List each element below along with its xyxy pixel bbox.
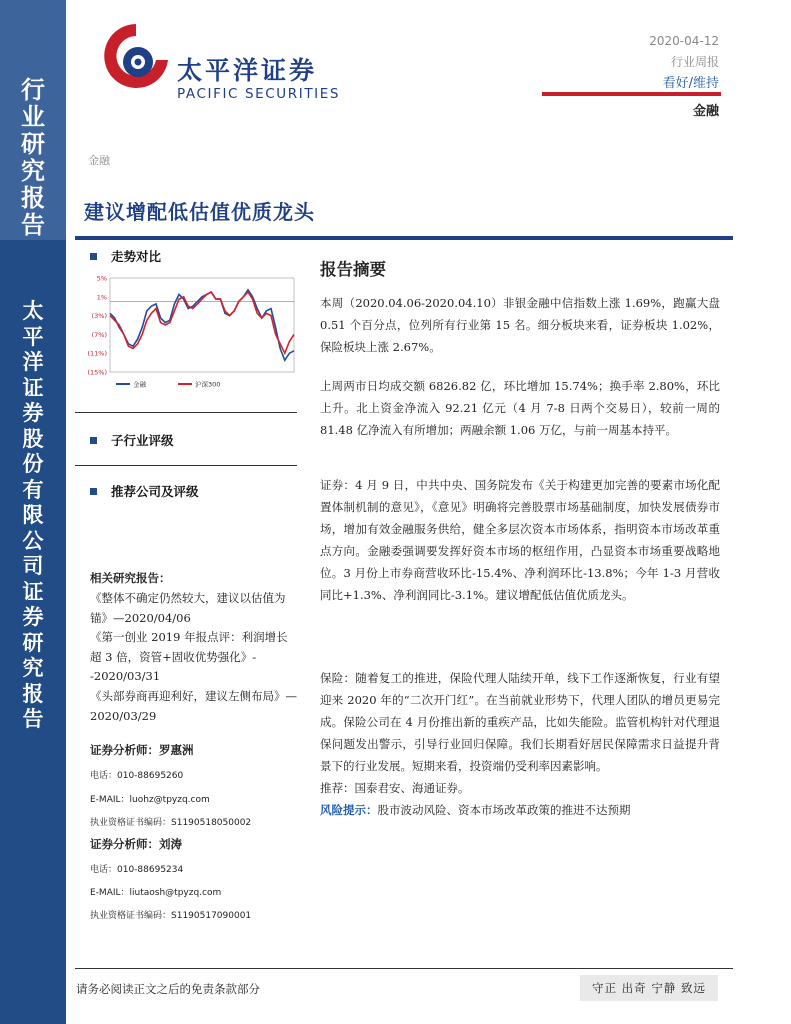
analyst-heading: 证券分析师：刘涛 — [90, 837, 182, 851]
report-date: 2020-04-12 — [649, 34, 719, 48]
sidebar-glyph: 司 — [22, 553, 44, 578]
related-report-link[interactable]: 《整体不确定仍然较大，建议以估值为锚》—2020/04/06 — [90, 591, 286, 625]
sidebar-glyph: 研 — [21, 129, 45, 158]
sidebar-glyph: 股 — [22, 425, 44, 451]
related-reports — [90, 589, 298, 726]
chart-plot-frame — [110, 278, 294, 372]
sidebar-glyph: 研 — [22, 629, 44, 655]
sidebar — [0, 0, 66, 1024]
abstract-paragraph: 本周（2020.04.06-2020.04.10）非银金融中信指数上涨 1.69%，跑赢大盘 0.51 个百分点，位列所有行业第 15 名。细分板块来看，证券板块 1.02%，保险板块上涨 2.67%。 — [320, 296, 720, 354]
trend-chart — [82, 272, 298, 390]
sidebar-glyph: 券 — [22, 400, 44, 425]
sidebar-glyph: 份 — [22, 451, 44, 476]
sector-label: 金融 — [88, 154, 110, 167]
trend-heading: 走势对比 — [90, 247, 161, 265]
header-red-bar — [542, 92, 721, 96]
analyst-phone: 电话：010-88695234 — [90, 865, 184, 875]
header-sector: 金融 — [692, 104, 719, 119]
related-heading: 相关研究报告： — [90, 571, 171, 585]
risk-label: 风险提示： — [320, 803, 378, 817]
analyst-email[interactable]: E-MAIL：liutaosh@tpyzq.com — [90, 888, 222, 898]
related-report-link[interactable]: 《第一创业 2019 年报点评：利润增长超 3 倍，资管+固收优势强化》--2020/03/31 — [90, 630, 288, 684]
square-bullet-icon — [90, 253, 97, 260]
sidebar-glyph: 行 — [21, 75, 45, 104]
abstract-paragraph: 推荐：国泰君安、海通证券。 — [320, 781, 470, 795]
title-divider — [75, 236, 733, 240]
brand-name-en: PACIFIC SECURITIES — [177, 86, 341, 102]
abstract-paragraph: 保险：随着复工的推进，保险代理人陆续开单，线下工作逐渐恢复，行业有望迎来 2020 年的“二次开门红”。在当前就业形势下，代理人团队的增员更易完成。保险公司在 4 月份推出新的重疾产品，比如失能险。监管机构针对代理退保问题发出警示，引导行业回归保障。我们长期看好居民保障需求日益提升背景下的行业发展。短期来看，投资端仍受利率因素影响。 — [320, 671, 720, 773]
abstract-paragraph: 上周两市日均成交额 6826.82 亿，环比增加 15.74%；换手率 2.80%，环比上升。北上资金净流入 92.21 亿元（4 月 7-8 日两个交易日），较前一周的 81.48 亿净流入有所增加；两融余额 1.06 万亿，与前一周基本持平。 — [320, 379, 720, 437]
sidebar-glyph: 告 — [22, 706, 44, 731]
sidebar-glyph: 证 — [22, 578, 44, 604]
sidebar-company-label — [0, 298, 66, 732]
sidebar-glyph: 报 — [22, 680, 44, 706]
report-type: 行业周报 — [670, 55, 719, 69]
disclaimer-note: 请务必阅读正文之后的免责条款部分 — [76, 982, 260, 996]
sidebar-report-category — [0, 76, 66, 238]
section-divider — [75, 412, 297, 413]
sidebar-glyph: 告 — [21, 210, 45, 239]
sidebar-glyph: 究 — [21, 156, 45, 185]
related-report-link[interactable]: 《头部券商再迎利好，建议左侧布局》—2020/03/29 — [90, 688, 297, 723]
sidebar-glyph: 证 — [22, 374, 44, 400]
chart-y-tick-label: (3%) — [91, 312, 107, 321]
chart-series-line — [110, 290, 294, 361]
sidebar-glyph: 平 — [22, 323, 44, 349]
chart-y-tick-label: 1% — [96, 293, 107, 302]
analyst-cert: 执业资格证书编码：S1190518050002 — [90, 818, 252, 828]
sidebar-glyph: 究 — [22, 655, 44, 680]
square-bullet-icon — [90, 437, 97, 444]
risk-text: 股市波动风险、资本市场改革政策的推进不达预期 — [377, 803, 631, 817]
page-title: 建议增配低估值优质龙头 — [84, 200, 315, 224]
chart-y-tick-label: (11%) — [87, 349, 107, 358]
chart-y-tick-label: (15%) — [87, 368, 107, 377]
sidebar-glyph: 限 — [22, 502, 44, 527]
recommend-heading: 推荐公司及评级 — [90, 482, 199, 500]
sidebar-glyph: 报 — [21, 183, 45, 212]
analyst-heading: 证券分析师：罗惠洲 — [90, 743, 194, 757]
brand-name-cn: 太平洋证券 — [177, 56, 318, 85]
sidebar-glyph: 券 — [22, 604, 44, 629]
square-bullet-icon — [90, 488, 97, 495]
sidebar-glyph: 公 — [22, 527, 44, 553]
sidebar-glyph: 太 — [22, 298, 44, 323]
abstract-title: 报告摘要 — [320, 260, 386, 279]
company-motto: 守正 出奇 宁静 致远 — [580, 975, 718, 1001]
company-logo-icon — [100, 16, 172, 96]
sidebar-glyph: 洋 — [22, 349, 44, 374]
footer-divider — [75, 968, 733, 969]
risk-warning — [320, 799, 720, 821]
chart-y-tick-label: (7%) — [91, 330, 107, 339]
sidebar-glyph: 业 — [21, 102, 45, 131]
chart-y-tick-label: 5% — [96, 274, 107, 283]
sidebar-glyph: 有 — [22, 476, 44, 502]
analyst-cert: 执业资格证书编码：S1190517090001 — [90, 911, 252, 921]
abstract-paragraph: 证券：4 月 9 日，中共中央、国务院发布《关于构建更加完善的要素市场化配置体制机制的意见》，《意见》明确将完善股票市场基础制度，加快发展债券市场，增加有效金融服务供给，健全多层次资本市场体系，指明资本市场改革重点方向。金融委强调要发挥好资本市场的枢纽作用，凸显资本市场重要战略地位。3 月份上市券商营收环比-15.4%、净利润环比-13.8%；今年 1-3 月营收同比+1.3%、净利润同比-3.1%。建议增配低估值优质龙头。 — [320, 478, 720, 602]
analyst-phone: 电话：010-88695260 — [90, 771, 184, 781]
sub-industry-heading: 子行业评级 — [90, 431, 174, 449]
section-divider — [75, 465, 297, 466]
analyst-email[interactable]: E-MAIL：luohz@tpyzq.com — [90, 795, 210, 805]
chart-legend-label: 金融 — [133, 380, 146, 389]
chart-legend-label: 沪深300 — [195, 380, 221, 389]
rating: 看好/维持 — [662, 76, 719, 91]
